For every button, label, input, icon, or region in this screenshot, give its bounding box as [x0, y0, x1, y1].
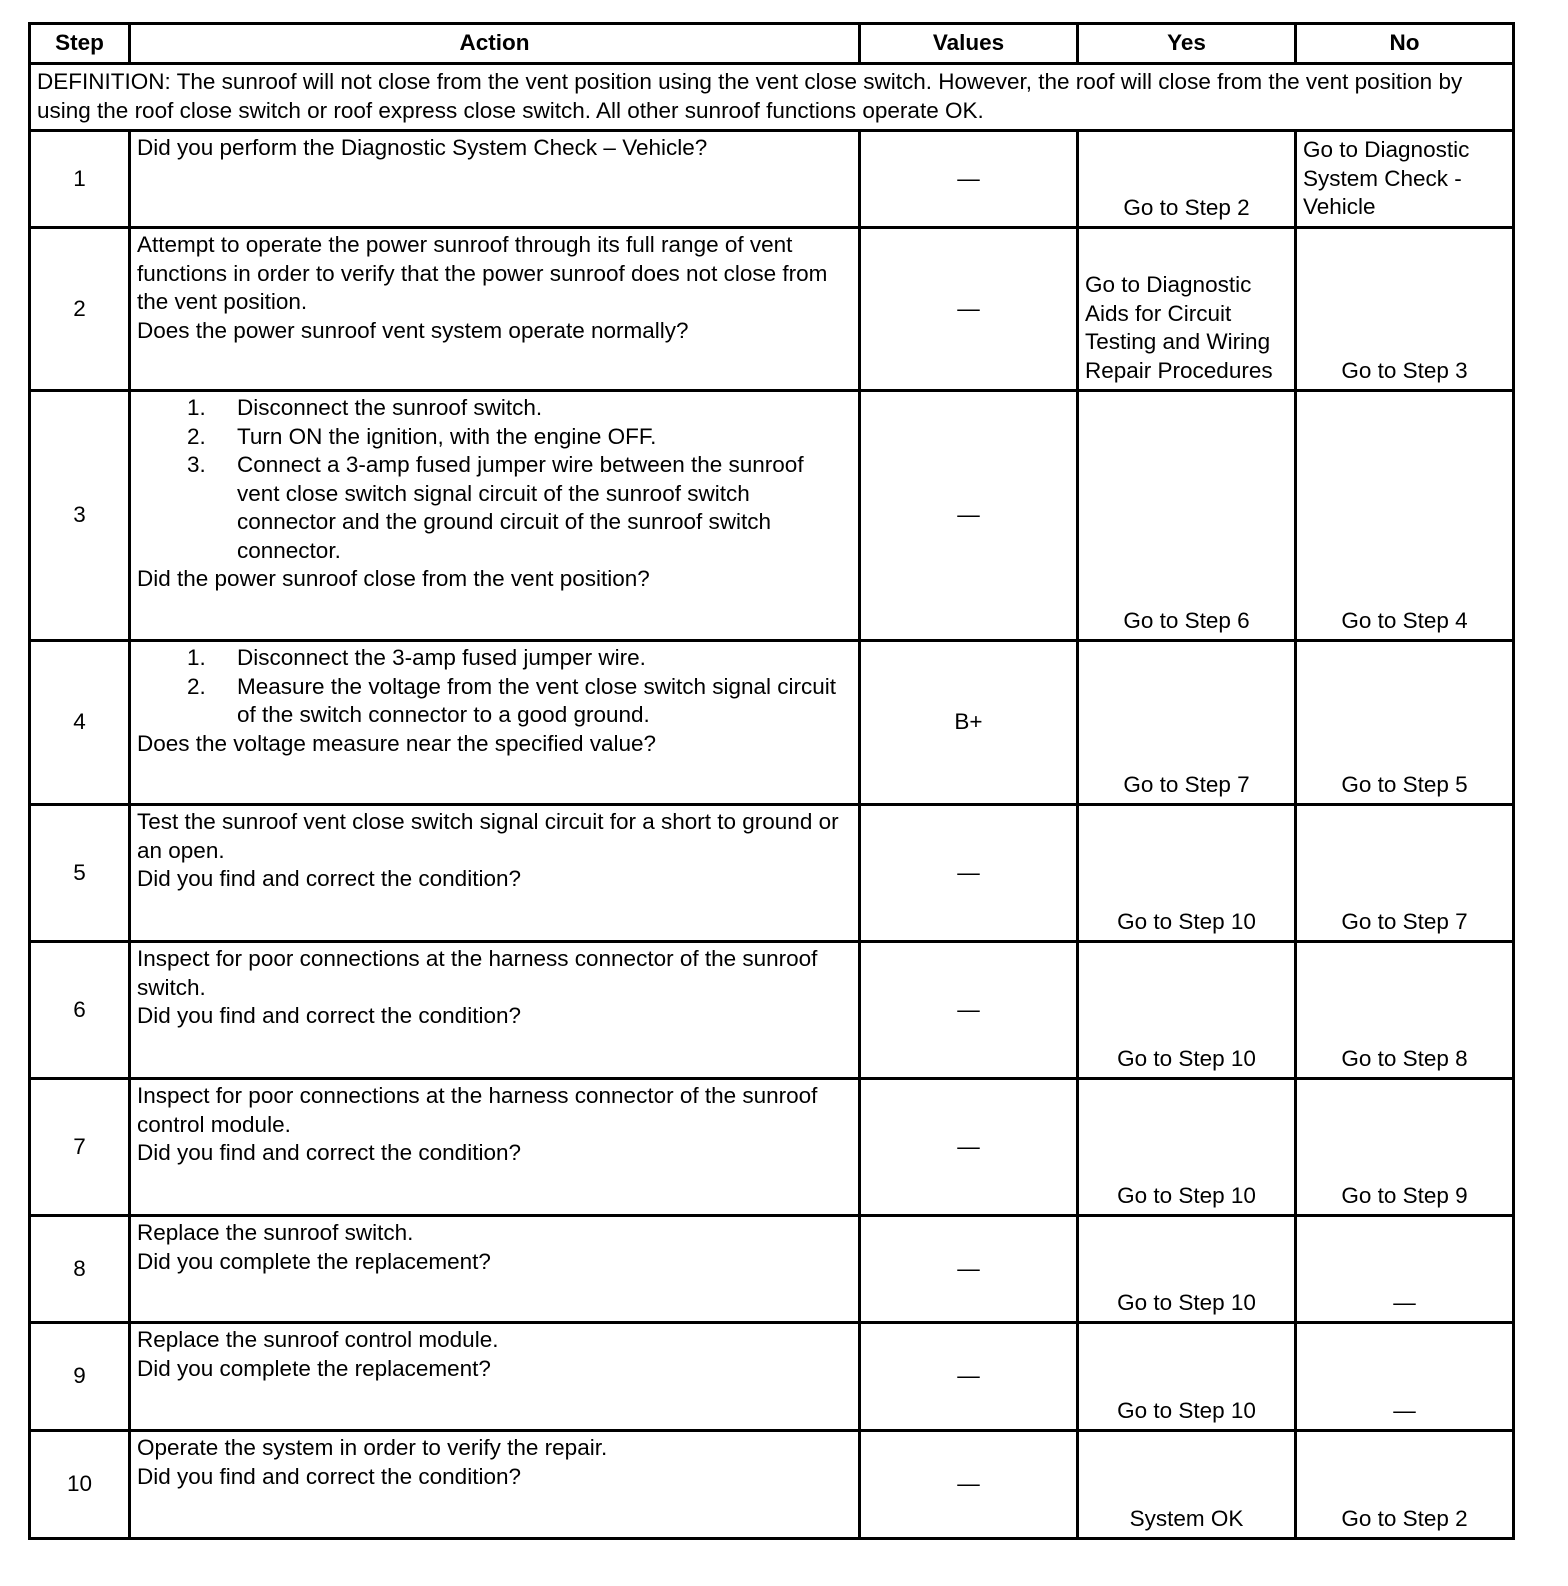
action-cell: [130, 942, 860, 1079]
table-row: [30, 1079, 1514, 1216]
yes-cell: Go to Step 10: [1078, 1216, 1296, 1323]
no-cell: Go to Diagnostic System Check - Vehicle: [1296, 131, 1514, 228]
action-text: Inspect for poor connections at the harness connector of the sunroof control module.: [137, 1083, 818, 1137]
list-item-text: Turn ON the ignition, with the engine OFF.: [237, 423, 657, 449]
action-text: Operate the system in order to verify the repair.: [137, 1435, 608, 1460]
step-number: 1: [30, 131, 130, 228]
list-item-text: Connect a 3-amp fused jumper wire between the sunroof vent close switch signal circuit of the sunroof switch connector and the ground circuit of the sunroof switch connector.: [237, 452, 804, 563]
value-cell: —: [860, 805, 1078, 942]
no-cell: Go to Step 7: [1296, 805, 1514, 942]
value-cell: —: [860, 131, 1078, 228]
yes-cell: Go to Step 10: [1078, 805, 1296, 942]
table-row: [30, 1216, 1514, 1323]
list-item: 3. Connect a 3-amp fused jumper wire between the sunroof vent close switch signal circuit of the sunroof switch connector and the ground circuit of the sunroof switch connector.: [187, 452, 804, 563]
value-cell: —: [860, 1079, 1078, 1216]
action-cell: [130, 805, 860, 942]
definition-row: [30, 64, 1514, 131]
value-cell: —: [860, 1323, 1078, 1431]
value-cell: —: [860, 942, 1078, 1079]
action-text: Replace the sunroof control module.: [137, 1327, 499, 1352]
action-question: Did you find and correct the condition?: [137, 866, 521, 891]
action-cell: [130, 228, 860, 391]
action-text: Attempt to operate the power sunroof through its full range of vent functions in order to verify that the power sunroof does not close from the vent position.: [137, 232, 828, 314]
value-cell: —: [860, 391, 1078, 641]
action-text: Test the sunroof vent close switch signal circuit for a short to ground or an open.: [137, 809, 839, 863]
action-list: [137, 394, 852, 565]
step-number: 3: [30, 391, 130, 641]
header-step: Step: [30, 24, 130, 64]
no-cell: —: [1296, 1323, 1514, 1431]
action-cell: [130, 1079, 860, 1216]
table-row: [30, 228, 1514, 391]
table-row: [30, 641, 1514, 805]
list-item-text: Disconnect the 3-amp fused jumper wire.: [237, 645, 646, 670]
action-cell: [130, 131, 860, 228]
step-number: 6: [30, 942, 130, 1079]
yes-cell: Go to Step 10: [1078, 1323, 1296, 1431]
yes-cell: Go to Step 10: [1078, 942, 1296, 1079]
no-cell: Go to Step 3: [1296, 228, 1514, 391]
list-item: 1. Disconnect the 3-amp fused jumper wire.: [187, 645, 646, 670]
value-cell: —: [860, 228, 1078, 391]
action-cell: [130, 1323, 860, 1431]
step-number: 9: [30, 1323, 130, 1431]
action-list: [137, 644, 852, 730]
step-number: 4: [30, 641, 130, 805]
action-text: Inspect for poor connections at the harness connector of the sunroof switch.: [137, 946, 818, 1000]
table-row: [30, 1323, 1514, 1431]
no-cell: Go to Step 9: [1296, 1079, 1514, 1216]
list-item: 2. Turn ON the ignition, with the engine OFF.: [187, 423, 657, 449]
list-item-text: Measure the voltage from the vent close switch signal circuit of the switch connector to a good ground.: [237, 673, 837, 727]
action-question: Does the voltage measure near the specified value?: [137, 730, 657, 756]
no-cell: Go to Step 5: [1296, 641, 1514, 805]
list-item-text: Disconnect the sunroof switch.: [237, 395, 543, 420]
no-cell: Go to Step 8: [1296, 942, 1514, 1079]
yes-cell: Go to Step 10: [1078, 1079, 1296, 1216]
step-number: 7: [30, 1079, 130, 1216]
yes-cell: Go to Step 6: [1078, 391, 1296, 641]
action-question: Did the power sunroof close from the vent position?: [137, 566, 650, 591]
step-number: 5: [30, 805, 130, 942]
yes-cell: Go to Diagnostic Aids for Circuit Testing and Wiring Repair Procedures: [1078, 228, 1296, 391]
header-row: [30, 24, 1514, 64]
action-question: Did you find and correct the condition?: [137, 1463, 521, 1489]
table-row: [30, 805, 1514, 942]
action-question: Did you find and correct the condition?: [137, 1003, 521, 1028]
header-yes: Yes: [1078, 24, 1296, 64]
list-item: 2. Measure the voltage from the vent close switch signal circuit of the switch connector to a good ground.: [187, 673, 837, 727]
no-cell: —: [1296, 1216, 1514, 1323]
action-question: Does the power sunroof vent system operate normally?: [137, 317, 689, 343]
step-number: 8: [30, 1216, 130, 1323]
definition-text: DEFINITION: The sunroof will not close from the vent position using the vent close switch. However, the roof will close from the vent position by using the roof close switch or roof express close switch. All other sunroof functions operate OK.: [30, 64, 1514, 131]
value-cell: —: [860, 1216, 1078, 1323]
table-row: [30, 942, 1514, 1079]
value-cell: —: [860, 1431, 1078, 1539]
action-question: Did you complete the replacement?: [137, 1248, 491, 1274]
action-question: Did you complete the replacement?: [137, 1355, 491, 1381]
no-cell: Go to Step 4: [1296, 391, 1514, 641]
yes-cell: Go to Step 7: [1078, 641, 1296, 805]
action-text: Replace the sunroof switch.: [137, 1220, 414, 1245]
action-cell: [130, 1216, 860, 1323]
table-row: [30, 131, 1514, 228]
table-row: [30, 1431, 1514, 1539]
action-question: Did you find and correct the condition?: [137, 1140, 521, 1165]
action-cell: [130, 1431, 860, 1539]
no-cell: Go to Step 2: [1296, 1431, 1514, 1539]
header-values: Values: [860, 24, 1078, 64]
diagnostic-table: [28, 22, 1515, 1540]
step-number: 10: [30, 1431, 130, 1539]
action-cell: [130, 391, 860, 641]
value-cell: B+: [860, 641, 1078, 805]
step-number: 2: [30, 228, 130, 391]
table-row: [30, 391, 1514, 641]
header-no: No: [1296, 24, 1514, 64]
list-item: 1. Disconnect the sunroof switch.: [187, 395, 543, 420]
yes-cell: System OK: [1078, 1431, 1296, 1539]
action-cell: [130, 641, 860, 805]
action-text: Did you perform the Diagnostic System Check – Vehicle?: [137, 135, 708, 160]
header-action: Action: [130, 24, 860, 64]
yes-cell: Go to Step 2: [1078, 131, 1296, 228]
